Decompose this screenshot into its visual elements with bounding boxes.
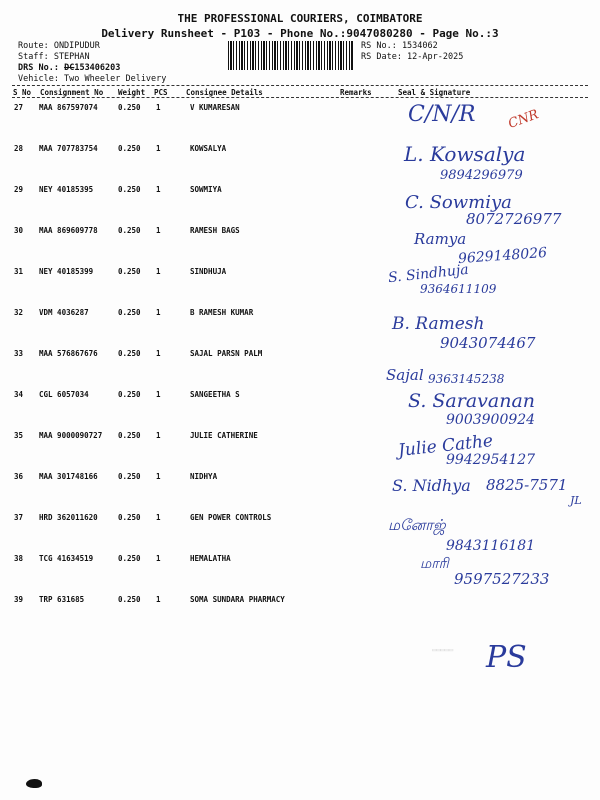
phone-sowmiya: 8072726977 [466,210,562,228]
header-rule-top [12,85,588,86]
phone-sindhuja: 9364611109 [420,282,497,296]
row-consignee: SANGEETHA S [190,390,240,399]
row-weight: 0.250 [118,226,141,235]
phone-hemalatha: 9597527233 [454,570,550,588]
row-consignee: SAJAL PARSN PALM [190,349,263,358]
row-consignee: GEN POWER CONTROLS [190,513,272,522]
row-consignment: HRD 362011620 [39,513,98,522]
staff-label: Staff: STEPHAN [18,52,90,62]
signature-julie: Julie Cathe [397,431,494,461]
faint-stamp: ▭▭▭▭▭ [432,646,454,654]
row-consignee: JULIE CATHERINE [190,431,258,440]
row-pcs: 1 [156,308,161,317]
row-pcs: 1 [156,267,161,276]
row-weight: 0.250 [118,185,141,194]
row-weight: 0.250 [118,431,141,440]
row-sno: 33 [14,349,24,358]
col-sno: S No [13,88,32,97]
row-consignment: NEY 40185395 [39,185,94,194]
row-pcs: 1 [156,472,161,481]
phone-nidhya: 8825-7571 [486,476,568,494]
row-consignee: NIDHYA [190,472,218,481]
header-rule-bottom [12,97,588,98]
row-consignee: HEMALATHA [190,554,231,563]
phone-ramesh-bags: 9629148026 [457,244,548,268]
row-weight: 0.250 [118,144,141,153]
table-row [0,595,600,636]
row-consignment: CGL 6057034 [39,390,89,399]
drs-value: 153406203 [74,63,121,73]
rs-number: RS No.: 1534062 [361,41,438,51]
row-consignee: B RAMESH KUMAR [190,308,254,317]
row-sno: 35 [14,431,24,440]
drs-number [18,63,120,73]
signature-hemalatha: மாரி [420,556,449,572]
row-weight: 0.250 [118,308,141,317]
row-sno: 39 [14,595,24,604]
signature-sangeetha: S. Saravanan [408,390,536,412]
row-consignee: KOWSALYA [190,144,227,153]
phone-gen-power: 9843116181 [446,538,536,554]
phone-b-ramesh: 9043074467 [440,334,536,352]
signature-b-ramesh: B. Ramesh [392,314,485,334]
row-sno: 34 [14,390,24,399]
row-sno: 30 [14,226,24,235]
red-mark: CNR [506,107,541,132]
signature-gen-power: மனோஜ் [388,516,446,534]
row-consignment: MAA 301748166 [39,472,98,481]
col-weight: Weight [118,88,146,97]
phone-sajal: 9363145238 [428,372,505,386]
row-weight: 0.250 [118,513,141,522]
row-weight: 0.250 [118,349,141,358]
row-consignment: VDM 4036287 [39,308,89,317]
col-consignment: Consignment No [40,88,104,97]
row-consignment: NEY 40185399 [39,267,94,276]
barcode [228,41,354,70]
row-sno: 27 [14,103,24,112]
drs-label: DRS No.: [18,63,59,73]
phone-sangeetha: 9003900924 [446,412,536,428]
signature-kowsalya: L. Kowsalya [404,142,526,166]
row-consignee: V KUMARESAN [190,103,240,112]
row-pcs: 1 [156,349,161,358]
signature-cnr: C/N/R [408,102,476,127]
row-weight: 0.250 [118,595,141,604]
table-row [0,349,600,390]
row-consignee: SOMA SUNDARA PHARMACY [190,595,285,604]
col-consignee: Consignee Details [186,88,263,97]
row-pcs: 1 [156,185,161,194]
row-weight: 0.250 [118,554,141,563]
row-consignment: TCG 41634519 [39,554,94,563]
nidhya-extra-mark: JL [570,494,582,507]
row-weight: 0.250 [118,390,141,399]
row-weight: 0.250 [118,267,141,276]
row-weight: 0.250 [118,103,141,112]
row-pcs: 1 [156,595,161,604]
row-sno: 36 [14,472,24,481]
row-consignee: RAMESH BAGS [190,226,240,235]
vehicle-label: Vehicle: Two Wheeler Delivery [18,74,167,84]
phone-kowsalya: 9894296979 [440,168,523,183]
row-sno: 28 [14,144,24,153]
signature-nidhya: S. Nidhya [392,476,471,495]
rs-date: RS Date: 12-Apr-2025 [361,52,464,62]
row-pcs: 1 [156,226,161,235]
row-sno: 31 [14,267,24,276]
signature-sindhuja: S. Sindhuja [387,261,470,287]
row-consignment: MAA 869609778 [39,226,98,235]
row-consignment: MAA 576867676 [39,349,98,358]
signature-sajal: Sajal [386,366,424,384]
row-pcs: 1 [156,513,161,522]
row-sno: 37 [14,513,24,522]
phone-julie: 9942954127 [446,452,536,468]
drs-prefix: DC [64,63,75,73]
signature-sowmiya: C. Sowmiya [405,192,512,213]
row-consignment: TRP 631685 [39,595,85,604]
runsheet-title: Delivery Runsheet - P103 - Phone No.:9047080280 - Page No.:3 [101,27,499,40]
row-consignee: SINDHUJA [190,267,227,276]
row-pcs: 1 [156,144,161,153]
row-sno: 29 [14,185,24,194]
row-pcs: 1 [156,390,161,399]
row-sno: 38 [14,554,24,563]
row-pcs: 1 [156,103,161,112]
bottom-signature: PS [486,640,527,675]
row-consignment: MAA 9000090727 [39,431,103,440]
row-weight: 0.250 [118,472,141,481]
signature-ramesh-bags: Ramya [414,230,467,248]
col-pcs: PCS [154,88,168,97]
company-title: THE PROFESSIONAL COURIERS, COIMBATORE [177,12,423,25]
row-pcs: 1 [156,431,161,440]
route-label: Route: ONDIPUDUR [18,41,100,51]
row-consignment: MAA 867597074 [39,103,98,112]
row-pcs: 1 [156,554,161,563]
col-remarks: Remarks [340,88,372,97]
row-sno: 32 [14,308,24,317]
ink-smudge [26,779,42,788]
table-row [0,267,600,308]
row-consignee: SOWMIYA [190,185,222,194]
row-consignment: MAA 707783754 [39,144,98,153]
col-seal-signature: Seal & Signature [398,88,471,97]
